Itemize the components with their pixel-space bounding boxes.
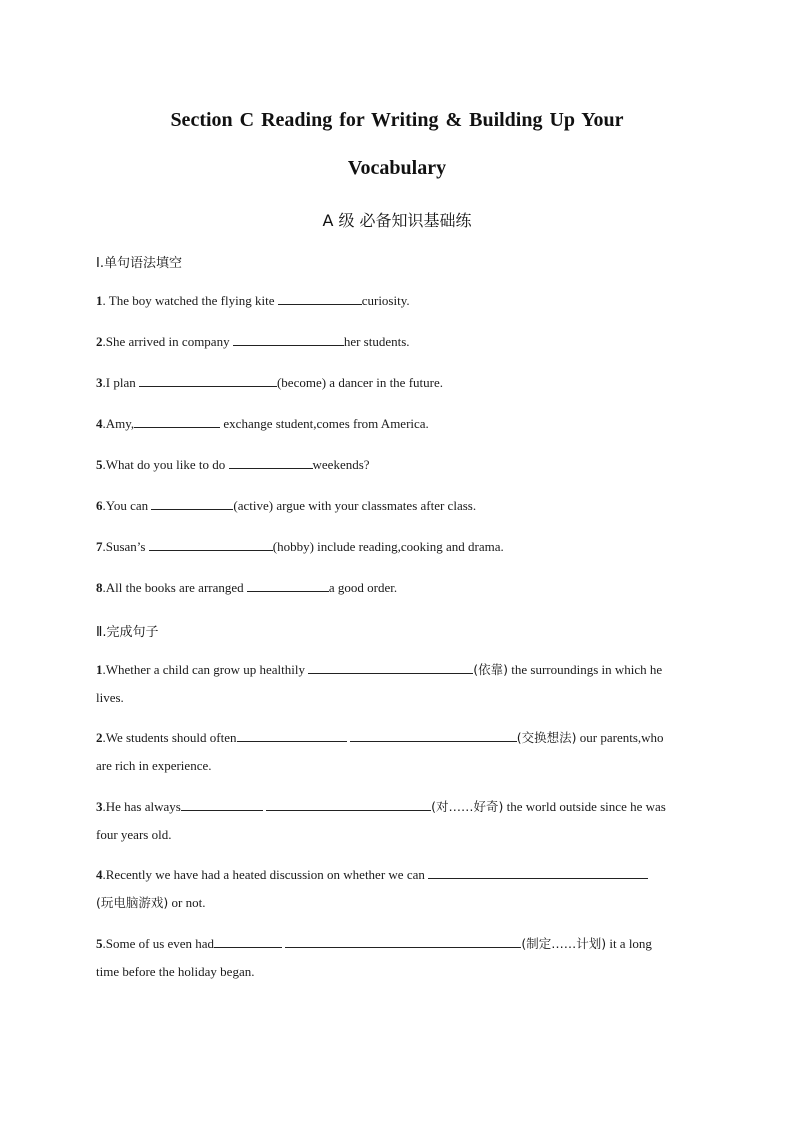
item-text-before: .All the books are arranged [102,580,247,595]
item-hint: (对……好奇) [431,799,504,814]
item-text-after: (active) argue with your classmates after class. [233,498,477,513]
answer-blank[interactable] [308,659,473,674]
answer-blank[interactable] [151,495,233,510]
item-text-before: .Recently we have had a heated discussion on whether we can [102,867,429,882]
item-number: 3 [96,375,103,390]
item-number: 3 [96,799,103,814]
item-text-after: curiosity. [361,293,410,308]
answer-blank[interactable] [237,727,347,742]
item-hint: (依靠) [473,662,509,677]
item-text-after: her students. [343,334,410,349]
page-title-line-2: Vocabulary [347,157,447,179]
section-1-item-6 [96,492,700,520]
item-text-before: .He has always [102,799,181,814]
item-number: 7 [96,539,103,554]
item-hint: (玩电脑游戏) [96,895,169,910]
answer-blank[interactable] [266,796,431,811]
item-text-after: (hobby) include reading,cooking and drama. [272,539,504,554]
section-2-item-3 [96,793,700,849]
item-number: 1 [96,293,103,308]
section-2-item-1 [96,656,700,712]
item-text-after: weekends? [312,457,370,472]
answer-blank[interactable] [229,454,313,469]
answer-blank[interactable] [285,933,521,948]
answer-blank[interactable] [181,796,263,811]
section-1-item-4 [96,410,700,438]
section-1-item-5 [96,451,700,479]
section-2-item-2 [96,724,700,780]
item-text-continuation: time before the holiday began. [96,964,255,979]
section-2-item-5 [96,930,700,986]
answer-blank[interactable] [247,577,329,592]
item-text-before: .You can [102,498,152,513]
item-text-before: .We students should often [102,730,237,745]
item-text-before: .Some of us even had [102,936,215,951]
item-text-before: .Susan’s [102,539,149,554]
section-1-item-8 [96,574,700,602]
item-text-before: .Amy, [102,416,135,431]
section-2-heading: Ⅱ.完成句子 [96,625,159,640]
item-text-continuation: four years old. [96,827,172,842]
item-text-after: a good order. [328,580,398,595]
item-text-before: . The boy watched the flying kite [102,293,278,308]
answer-blank[interactable] [350,727,517,742]
item-text-before: .Whether a child can grow up healthily [102,662,309,677]
page-title-line-1: Section C Reading for Writing & Building Up Your [170,109,624,131]
item-text-before: .She arrived in company [102,334,233,349]
item-text-before: .What do you like to do [102,457,229,472]
answer-blank[interactable] [278,290,362,305]
section-1-item-7 [96,533,700,561]
item-text-continuation: or not. [168,895,206,910]
section-1-item-1 [96,287,700,315]
item-number: 2 [96,730,103,745]
item-hint: (制定……计划) [521,936,607,951]
item-text-continuation: lives. [96,690,124,705]
item-number: 1 [96,662,103,677]
item-text-after: it a long [606,936,652,951]
answer-blank[interactable] [149,536,273,551]
item-text-after: our parents,who [576,730,664,745]
section-2-item-4 [96,861,700,917]
item-text-after: exchange student,comes from America. [220,416,429,431]
item-number: 5 [96,936,103,951]
item-number: 4 [96,416,103,431]
item-text-after: the surroundings in which he [508,662,663,677]
level-heading: A 级 必备知识基础练 [322,211,472,230]
item-text-continuation: are rich in experience. [96,758,212,773]
item-text-after: the world outside since he was [503,799,666,814]
item-number: 8 [96,580,103,595]
item-text-after: (become) a dancer in the future. [276,375,443,390]
section-1-item-3 [96,369,700,397]
answer-blank[interactable] [428,864,648,879]
item-number: 4 [96,867,103,882]
section-1-heading: Ⅰ.单句语法填空 [96,256,182,271]
item-text-before: .I plan [102,375,139,390]
item-hint: (交换想法) [516,730,577,745]
answer-blank[interactable] [214,933,282,948]
answer-blank[interactable] [139,372,277,387]
answer-blank[interactable] [134,413,220,428]
item-number: 6 [96,498,103,513]
answer-blank[interactable] [233,331,344,346]
item-number: 2 [96,334,103,349]
section-1-item-2 [96,328,700,356]
item-number: 5 [96,457,103,472]
